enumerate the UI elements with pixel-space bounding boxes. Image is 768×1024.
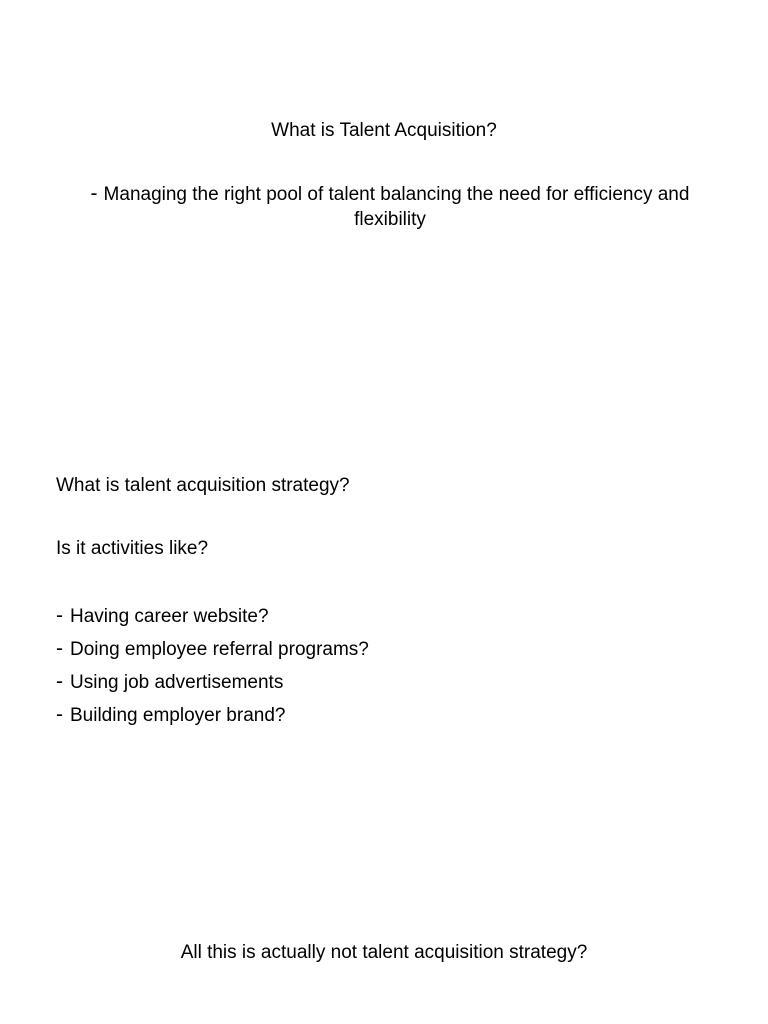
list-item (56, 698, 369, 731)
list-item-text: Doing employee referral programs? (70, 639, 369, 660)
list-item (56, 632, 369, 665)
strategy-question: What is talent acquisition strategy? (56, 475, 350, 496)
dash-marker: - (90, 182, 98, 205)
dash-marker: - (56, 670, 63, 693)
list-item-text: Having career website? (70, 606, 269, 627)
definition-text: Managing the right pool of talent balancing the need for efficiency and flexibility (103, 184, 690, 230)
list-item (56, 599, 369, 632)
conclusion-statement: All this is actually not talent acquisition strategy? (180, 942, 588, 963)
list-item-text: Using job advertisements (70, 672, 284, 693)
activities-list (56, 599, 369, 731)
list-item-text: Building employer brand? (70, 705, 286, 726)
dash-marker: - (56, 604, 63, 627)
dash-marker: - (56, 703, 63, 726)
activities-question: Is it activities like? (56, 538, 209, 559)
definition-paragraph (70, 181, 710, 232)
dash-marker: - (56, 637, 63, 660)
section-heading: What is Talent Acquisition? (271, 120, 497, 141)
list-item (56, 665, 369, 698)
